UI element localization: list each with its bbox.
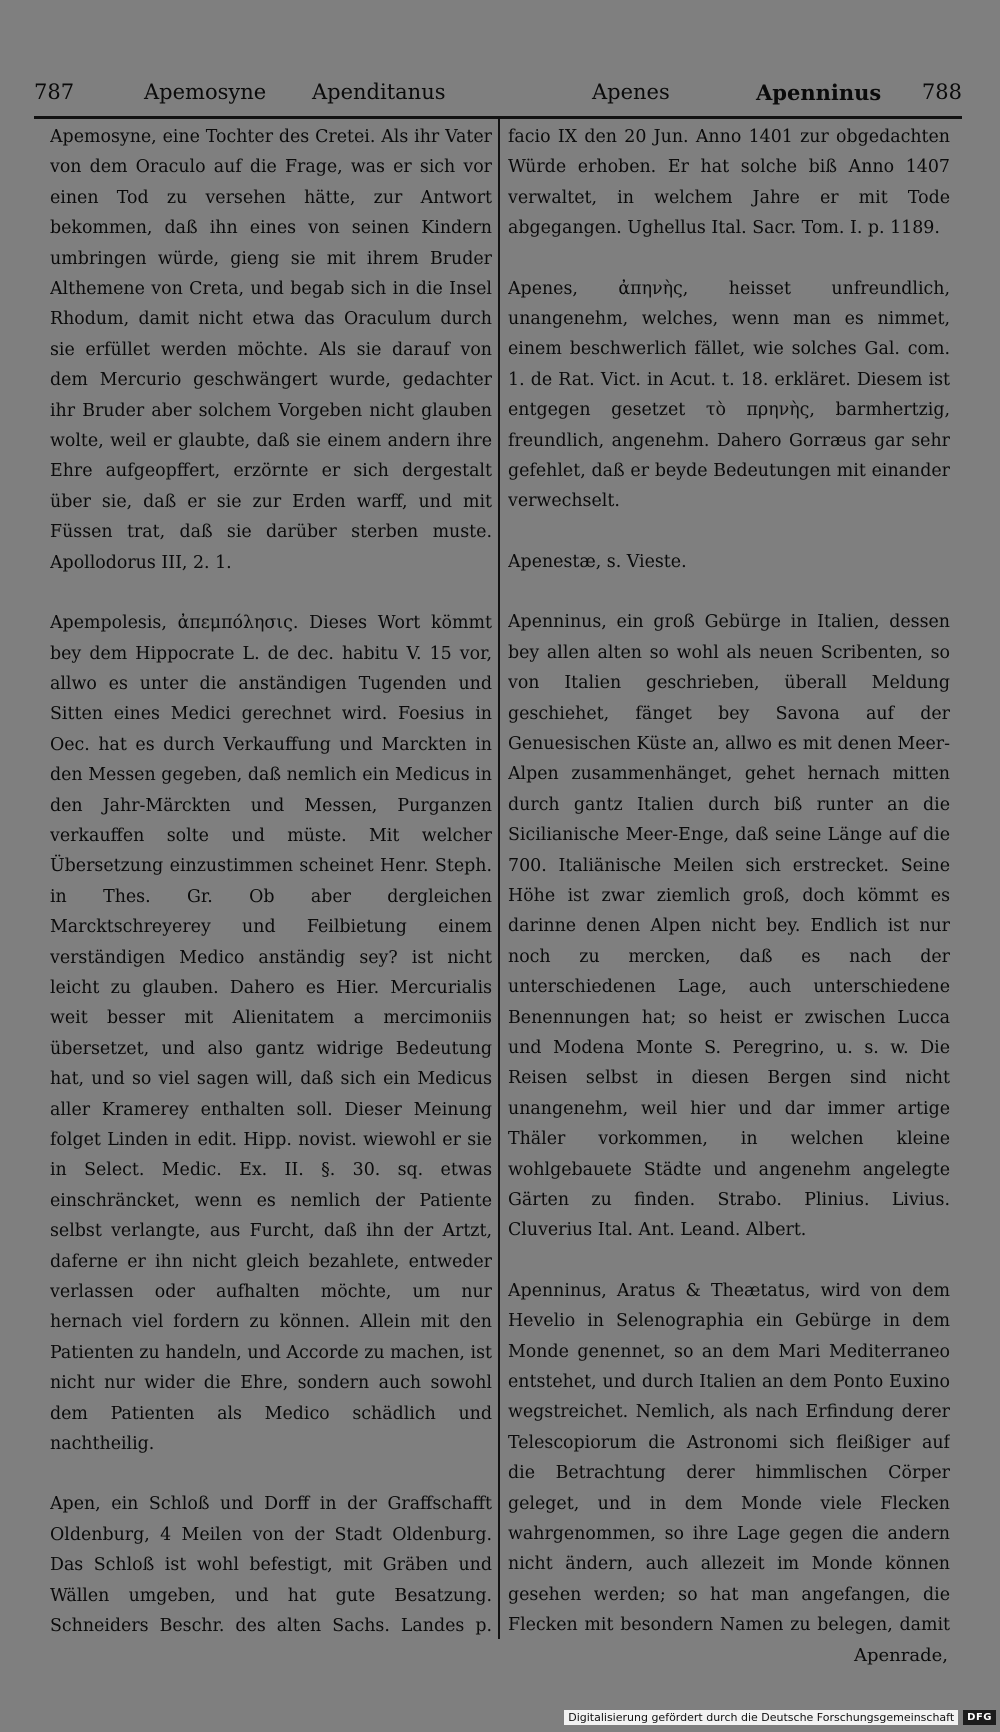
catchword: Apenrade,	[854, 1645, 948, 1666]
entry-apenes: Apenes, ἀπηνὴς, heisset unfreundlich, unangenehm, welches, wenn man es nimmet, einem beschwerlich fället, wie solches Gal. com. 1. de Rat. Vict. in Acut. t. 18. erkläret. Diesem ist entgegen gesetzet τὸ πρηνὴς, barmhertzig, freundlich, angenehm. Dahero Gorræus gar sehr gefehlet, daß er beyde Bedeutungen mit einander verwechselt.	[508, 278, 950, 512]
page-header	[34, 80, 962, 114]
entry-apenninus-mountains: Apenninus, ein groß Gebürge in Italien, dessen bey allen alten so wohl als neuen Scribenten, so von Italien geschrieben, überall Meldung geschiehet, fänget bey Savona auf der Genuesischen Küste an, allwo es mit denen Meer-Alpen zusammenhänget, gehet hernach mitten durch gantz Italien durch biß runter an die Sicilianische Meer-Enge, daß seine Länge auf die 700. Italiänische Meilen sich erstrecket. Seine Höhe ist zwar ziemlich groß, doch kömmt es darinne denen Alpen nicht bey. Endlich ist nur noch zu mercken, daß es nach der unterschiedenen Lage, auch unterschiedene Benennungen hat; so heist er zwischen Lucca und Modena Monte S. Peregrino, u. s. w. Die Reisen selbst in diesen Bergen sind nicht unangenehm, weil hier und dar immer artige Thäler vorkommen, in welchen kleine wohlgebauete Städte und angenehm angelegte Gärten zu finden. Strabo. Plinius. Livius. Cluverius Ital. Ant. Leand. Albert.	[508, 612, 950, 1241]
dfg-logo: DFG	[963, 1710, 996, 1725]
page-number-right: 788	[921, 80, 962, 104]
left-column	[50, 122, 492, 1637]
running-head-keyword-right-1: Apenes	[592, 80, 670, 104]
running-head-keyword-left-1: Apemosyne	[144, 80, 267, 104]
entry-apemosyne: Apemosyne, eine Tochter des Cretei. Als ihr Vater von dem Oraculo auf die Frage, was er sich vor einen Tod zu versehen hätte, zur Antwort bekommen, daß ihn eines von seinen Kindern umbringen würde, gieng sie mit ihrem Bruder Althemene von Creta, und begab sich in die Insel Rhodum, damit nicht etwa das Oraculum durch sie erfüllet werden möchte. Als sie darauf von dem Mercurio geschwängert wurde, gedachter ihr Bruder aber solchem Vorgeben nicht glauben wolte, weil er glaubte, daß sie einem andern ihre Ehre aufgeopffert, erzörnte er sich dergestalt über sie, daß er sie zur Erden warff, und mit Füssen trat, daß sie darüber sterben muste. Apollodorus III, 2. 1.	[50, 127, 492, 573]
column-divider	[498, 119, 500, 1639]
right-column	[508, 122, 950, 1637]
page-number-left: 787	[34, 80, 75, 104]
running-head-keyword-left-2: Apenditanus	[312, 80, 446, 104]
entry-apenninus-moon: Apenninus, Aratus & Theætatus, wird von dem Hevelio in Selenographia ein Gebürge in dem Monde genennet, so an dem Mari Mediterraneo entstehet, und durch Italien an dem Ponto Euxino wegstreichet. Nemlich, als nach Erfindung derer Telescopiorum die Astronomi sich fleißiger auf die Betrachtung derer himmlischen Cörper geleget, und in dem Monde viele Flecken wahrgenommen, so ihre Lage gegen die andern nicht ändern, auch allezeit im Monde können gesehen werden; so hat man angefangen, die Flecken mit besondern Namen zu belegen, damit	[508, 1280, 950, 1636]
entry-apen: Apen, ein Schloß und Dorff in der Graffschafft Oldenburg, 4 Meilen von der Stadt Oldenburg. Das Schloß ist wohl befestigt, mit Gräben und Wällen umgeben, und hat gute Besatzung. Schneiders Beschr. des alten Sachs. Landes p.	[50, 1494, 492, 1637]
entry-apenestae: Apenestæ, s. Vieste.	[508, 551, 687, 572]
entry-apempolesis: Apempolesis, ἀπεμπόλησις. Dieses Wort kömmt bey dem Hippocrate L. de dec. habitu V. 15 vor, allwo es unter die anständigen Tugenden und Sitten eines Medici gerechnet wird. Foesius in Oec. hat es durch Verkauffung und Marckten in den Messen gegeben, daß nemlich ein Medicus in den Jahr-Märckten und Messen, Purganzen verkauffen solte und müste. Mit welcher Übersetzung einzustimmen scheinet Henr. Steph. in Thes. Gr. Ob aber dergleichen Marcktschreyerey und Feilbietung einem verständigen Medico anständig sey? ist nicht leicht zu glauben. Dahero es Hier. Mercurialis weit besser mit Alienitatem a mercimoniis übersetzet, und also gantz widrige Bedeutung hat, und so viel sagen will, daß sich ein Medicus aller Kramerey enthalten soll. Dieser Meinung folget Linden in edit. Hipp. novist. wiewohl er sie in Select. Medic. Ex. II. §. 30. sq. etwas einschräncket, wenn es nemlich der Patiente selbst verlangte, aus Furcht, daß ihn der Artzt, daferne er ihn nicht gleich bezahlete, entweder verlassen oder aufhalten möchte, um nur hernach viel fordern zu können. Allein mit den Patienten zu handeln, und Accorde zu machen, ist nicht nur wider die Ehre, sondern auch sowohl dem Patienten als Medico schädlich und nachtheilig.	[50, 613, 492, 1455]
entry-apenditanus-continued: facio IX den 20 Jun. Anno 1401 zur obgedachten Würde erhoben. Er hat solche biß Anno 1407 verwaltet, in welchem Jahre er mit Tode abgegangen. Ughellus Ital. Sacr. Tom. I. p. 1189.	[508, 127, 950, 239]
running-head-keyword-right-2: Apenninus	[756, 80, 882, 105]
digitization-credit: Digitalisierung gefördert durch die Deutsche Forschungsgemeinschaft	[564, 1710, 958, 1725]
footer-credit	[564, 1710, 996, 1725]
